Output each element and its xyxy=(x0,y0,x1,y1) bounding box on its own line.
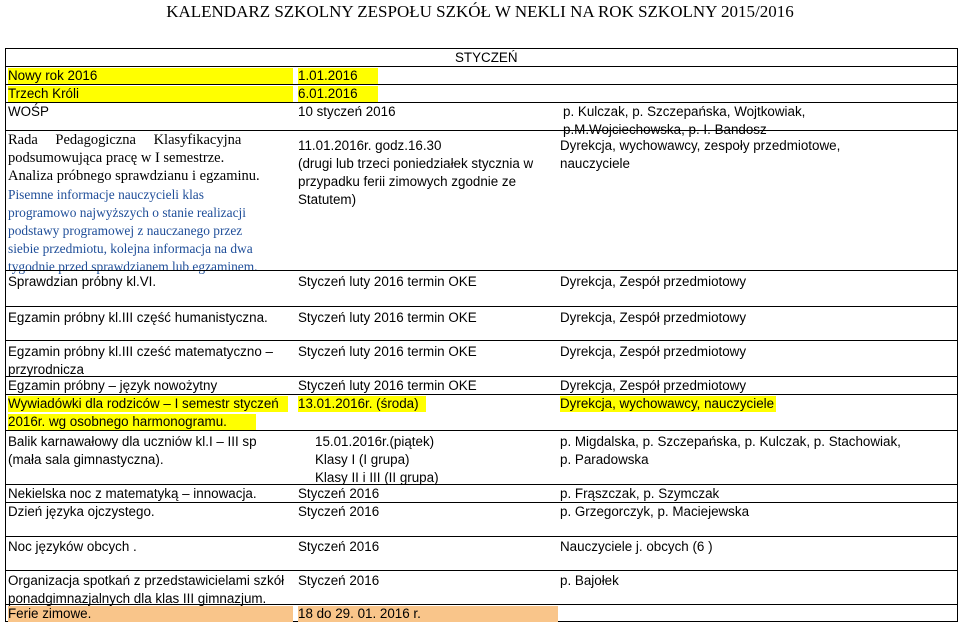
who-cell: p. Bajołek xyxy=(560,573,619,588)
date-cell: 10 styczeń 2016 xyxy=(298,104,396,119)
who-cell: Dyrekcja, Zespół przedmiotowy xyxy=(560,344,747,359)
event-line: Pisemne informacje nauczycieli klas xyxy=(8,187,204,202)
table-row xyxy=(5,502,958,536)
event-line: Rada Pedagogiczna Klasyfikacyjna xyxy=(8,132,242,148)
event-line-text: podsumowująca pracę w I semestrze. xyxy=(8,150,225,166)
event-cell: Egzamin próbny kl.III część humanistyczna. xyxy=(8,310,268,325)
who-cell-line1: p. Kulczak, p. Szczepańska, Wojtkowiak, xyxy=(563,104,806,119)
event-cell: Egzamin próbny – język nowożytny xyxy=(8,378,218,393)
event-cell: Sprawdzian próbny kl.VI. xyxy=(8,274,157,289)
date-line: Klasy I (I grupa) xyxy=(315,452,410,467)
event-line: siebie przedmiotu, kolejna informacja na dwa xyxy=(8,241,253,256)
date-cell: Styczeń 2016 xyxy=(298,504,380,519)
table-row xyxy=(5,536,958,570)
event-cell: Noc języków obcych . xyxy=(8,539,137,554)
who-cell: p. Frąszczak, p. Szymczak xyxy=(560,486,720,501)
who-cell: Dyrekcja, Zespół przedmiotowy xyxy=(560,378,747,393)
who-line: p. Migdalska, p. Szczepańska, p. Kulczak, p. Stachowiak, xyxy=(560,434,901,449)
who-cell: Dyrekcja, Zespół przedmiotowy xyxy=(560,310,747,325)
date-line: przypadku ferii zimowych zgodnie ze xyxy=(298,174,517,189)
date-cell: Styczeń luty 2016 termin OKE xyxy=(298,310,477,325)
event-cell: WOŚP xyxy=(8,104,49,119)
who-cell-line2: p.M.Wojciechowska, p. I. Bandosz xyxy=(563,122,767,137)
date-line: 15.01.2016r.(piątek) xyxy=(315,434,435,449)
table-row xyxy=(5,604,958,622)
table-row xyxy=(5,570,958,608)
table-row xyxy=(5,84,958,102)
event-line: ponadgimnazjalnych dla klas III gimnazjum. xyxy=(8,591,267,606)
date-line: 11.01.2016r. godz.16.30 xyxy=(298,138,442,153)
table-row xyxy=(5,430,958,484)
who-cell: Dyrekcja, wychowawcy, nauczyciele xyxy=(560,396,775,411)
date-cell: 6.01.2016 xyxy=(298,86,378,102)
table-row xyxy=(5,66,958,84)
table-row xyxy=(5,340,958,376)
table-row xyxy=(5,484,958,502)
date-line: Statutem) xyxy=(298,192,357,207)
date-line: (drugi lub trzeci poniedziałek stycznia w xyxy=(298,156,534,171)
date-cell: Styczeń 2016 xyxy=(298,486,380,501)
event-line: tygodnie przed sprawdzianem lub egzaminem. xyxy=(8,259,258,274)
event-line: programowo najwyższych o stanie realizacji xyxy=(8,205,246,220)
event-cell: Ferie zimowe. xyxy=(8,606,293,622)
who-line: p. Paradowska xyxy=(560,452,649,467)
event-cell: Trzech Króli xyxy=(8,86,293,102)
table-row xyxy=(5,130,958,280)
date-cell: Styczeń 2016 xyxy=(298,573,380,588)
left-border xyxy=(5,48,6,622)
who-line: nauczyciele xyxy=(560,156,630,171)
date-cell: Styczeń luty 2016 termin OKE xyxy=(298,378,477,393)
date-line: Klasy II i III (II grupa) xyxy=(315,470,439,485)
date-cell: 1.01.2016 xyxy=(298,68,378,84)
table-row xyxy=(5,270,958,306)
month-label: STYCZEŃ xyxy=(455,50,518,65)
event-line: Balik karnawałowy dla uczniów kl.I – III sp xyxy=(8,434,257,449)
event-line: Organizacja spotkań z przedstawicielami szkół xyxy=(8,573,285,588)
page-title: KALENDARZ SZKOLNY ZESPOŁU SZKÓŁ W NEKLI NA ROK SZKOLNY 2015/2016 xyxy=(166,2,794,21)
date-cell: 13.01.2016r. (środa) xyxy=(298,396,426,412)
month-header-row xyxy=(5,48,958,66)
who-cell: p. Grzegorczyk, p. Maciejewska xyxy=(560,504,750,519)
right-border xyxy=(957,48,958,622)
event-line: przyrodnicza xyxy=(8,362,84,377)
who-cell: Dyrekcja, Zespół przedmiotowy xyxy=(560,274,747,289)
event-line: 2016r. wg osobnego harmonogramu. xyxy=(8,414,256,430)
event-cell: Dzień języka ojczystego. xyxy=(8,504,155,519)
event-line: Wywiadówki dla rodziców – I semestr styczeń xyxy=(8,396,288,412)
table-row xyxy=(5,394,958,430)
event-cell: Nekielska noc z matematyką – innowacja. xyxy=(8,486,257,501)
event-line: Egzamin próbny kl.III cześć matematyczno – xyxy=(8,344,273,359)
event-line xyxy=(8,150,224,166)
date-cell: Styczeń 2016 xyxy=(298,539,380,554)
table-row xyxy=(5,376,958,394)
event-cell: Nowy rok 2016 xyxy=(8,68,293,84)
who-line: Dyrekcja, wychowawcy, zespoły przedmiotowe, xyxy=(560,138,841,153)
date-cell: Styczeń luty 2016 termin OKE xyxy=(298,274,477,289)
date-cell: Styczeń luty 2016 termin OKE xyxy=(298,344,477,359)
who-cell: Nauczyciele j. obcych (6 ) xyxy=(560,539,713,554)
event-line: (mała sala gimnastyczna). xyxy=(8,452,164,467)
event-line: podstawy programowej z nauczanego przez xyxy=(8,223,243,238)
date-cell: 18 do 29. 01. 2016 r. xyxy=(298,606,558,622)
event-line: Analiza próbnego sprawdzianu i egzaminu. xyxy=(8,168,260,184)
table-row xyxy=(5,306,958,340)
